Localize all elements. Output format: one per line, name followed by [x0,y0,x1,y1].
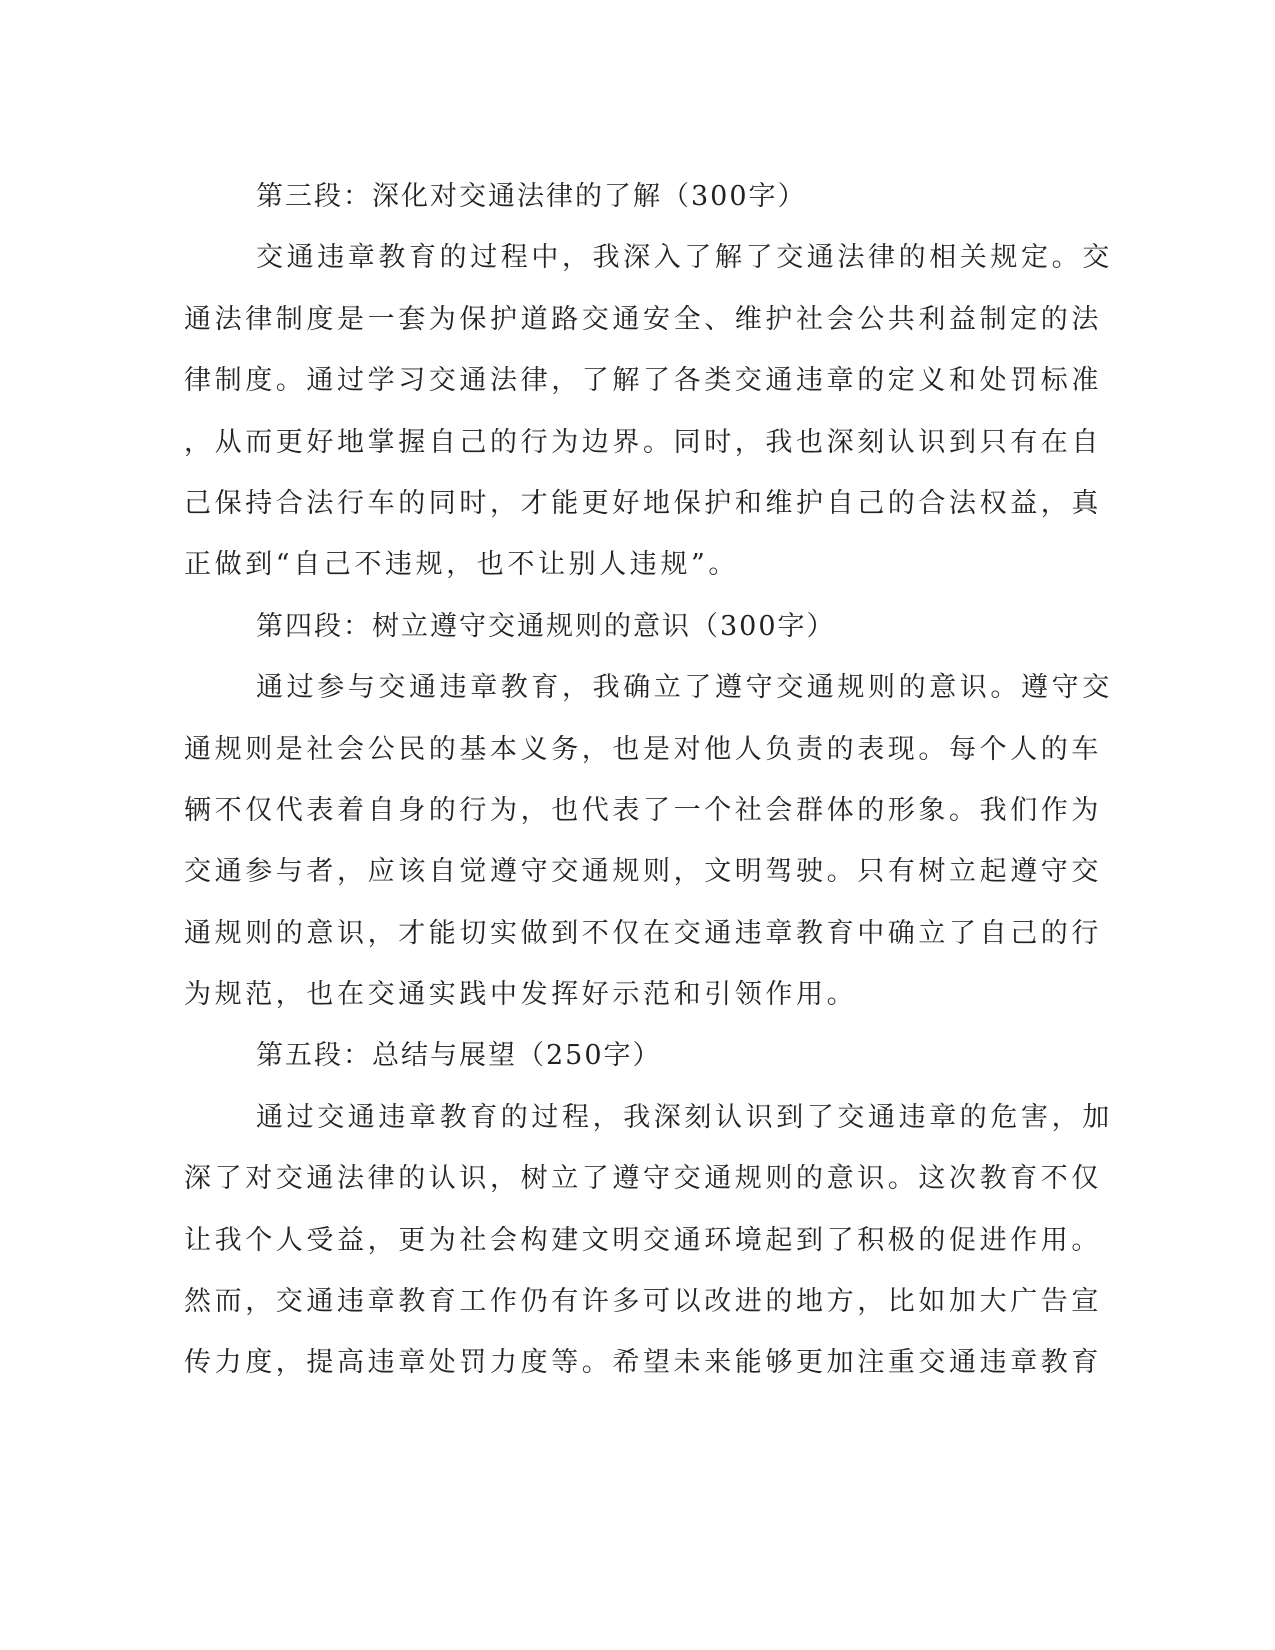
section-3-line-1: 交通违章教育的过程中，我深入了解了交通法律的相关规定。交 [256,242,1113,274]
section-5-line-2: 深了对交通法律的认识，树立了遵守交通规则的意识。这次教育不仅 [184,1163,1102,1195]
section-5-line-4: 然而，交通违章教育工作仍有许多可以改进的地方，比如加大广告宣 [184,1286,1102,1318]
section-5-heading: 第五段：总结与展望（250字） [256,1040,662,1072]
section-4-line-6: 为规范，也在交通实践中发挥好示范和引领作用。 [184,979,858,1011]
section-3-line-3: 律制度。通过学习交通法律，了解了各类交通违章的定义和处罚标准 [184,365,1102,397]
section-3-line-4: ，从而更好地掌握自己的行为边界。同时，我也深刻认识到只有在自 [184,426,1102,458]
section-3-line-6: 正做到“自己不违规，也不让别人违规”。 [184,549,740,581]
section-3-line-2: 通法律制度是一套为保护道路交通安全、维护社会公共利益制定的法 [184,303,1102,335]
section-3-line-5: 己保持合法行车的同时，才能更好地保护和维护自己的合法权益，真 [184,487,1102,519]
document-body [184,166,1113,1394]
section-4-heading: 第四段：树立遵守交通规则的意识（300字） [256,610,836,642]
section-5-line-3: 让我个人受益，更为社会构建文明交通环境起到了积极的促进作用。 [184,1224,1102,1256]
section-4-line-1: 通过参与交通违章教育，我确立了遵守交通规则的意识。遵守交 [256,672,1113,704]
section-3-heading: 第三段：深化对交通法律的了解（300字） [256,181,807,212]
section-4-line-3: 辆不仅代表着自身的行为，也代表了一个社会群体的形象。我们作为 [184,794,1102,826]
section-4-line-5: 通规则的意识，才能切实做到不仅在交通违章教育中确立了自己的行 [184,917,1102,949]
section-5-line-1: 通过交通违章教育的过程，我深刻认识到了交通违章的危害，加 [256,1101,1113,1133]
section-5-line-5: 传力度，提高违章处罚力度等。希望未来能够更加注重交通违章教育 [184,1347,1102,1379]
section-4-line-2: 通规则是社会公民的基本义务，也是对他人负责的表现。每个人的车 [184,733,1102,765]
section-4-line-4: 交通参与者，应该自觉遵守交通规则，文明驾驶。只有树立起遵守交 [184,856,1102,888]
